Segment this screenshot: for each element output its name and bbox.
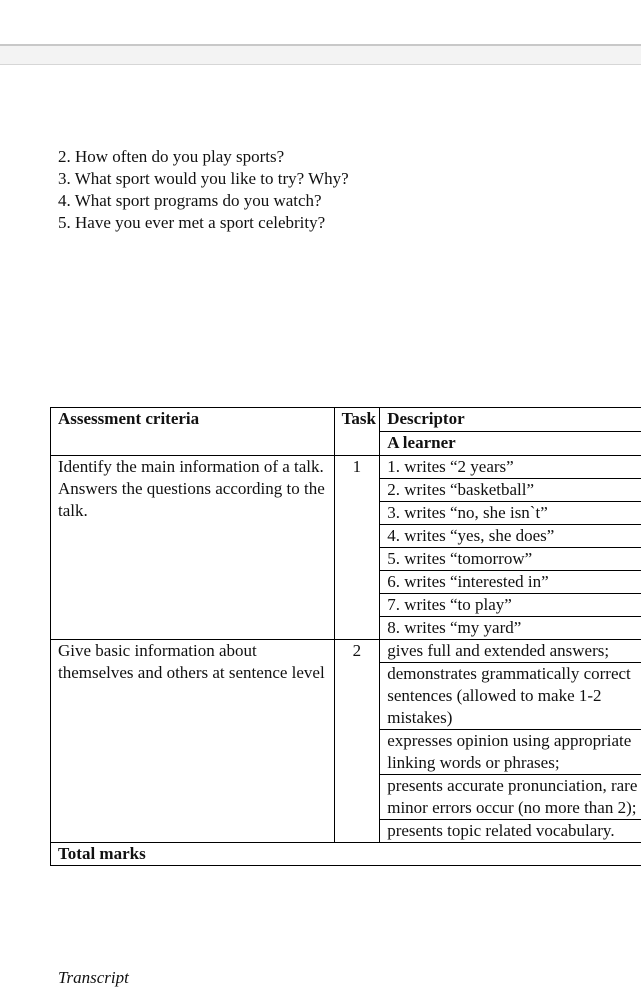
descriptor-cell: 8. writes “my yard” [380,617,641,640]
descriptor-cell: presents accurate pronunciation, rare minor errors occur (no more than 2); [380,775,641,820]
total-marks-cell: Total marks [51,843,641,866]
questions-list [58,146,349,234]
descriptor-cell: 4. writes “yes, she does” [380,525,641,548]
transcript-heading: Transcript [58,968,129,987]
assessment-table [50,407,641,866]
question-item: 5. Have you ever met a sport celebrity? [58,213,326,232]
descriptor-cell: 7. writes “to play” [380,594,641,617]
descriptor-cell: 3. writes “no, she isn`t” [380,502,641,525]
descriptor-cell: expresses opinion using appropriate linking words or phrases; [380,730,641,775]
header-task: Task [334,408,380,456]
question-item: 3. What sport would you like to try? Why? [58,169,349,188]
criteria-text: Identify the main information of a talk. Answers the questions according to the talk. [58,457,325,520]
descriptor-cell: presents topic related vocabulary. [380,820,641,843]
header-criteria: Assessment criteria [51,408,335,456]
question-item: 4. What sport programs do you watch? [58,191,322,210]
descriptor-cell: 1. writes “2 years” [380,456,641,479]
task-cell: 1 [334,456,380,640]
header-descriptor: Descriptor [380,408,641,432]
descriptor-cell: gives full and extended answers; [380,640,641,663]
top-bar-divider [0,64,641,65]
top-bar [0,0,641,68]
descriptor-cell: 6. writes “interested in” [380,571,641,594]
descriptor-cell: 2. writes “basketball” [380,479,641,502]
criteria-cell: Give basic information about themselves and others at sentence level [51,640,335,843]
top-bar-band [0,46,641,64]
header-learner: A learner [380,432,641,456]
question-item: 2. How often do you play sports? [58,147,285,166]
criteria-cell [51,456,335,640]
descriptor-cell: demonstrates grammatically correct sentences (allowed to make 1-2 mistakes) [380,663,641,730]
task-cell: 2 [334,640,380,843]
descriptor-cell: 5. writes “tomorrow” [380,548,641,571]
